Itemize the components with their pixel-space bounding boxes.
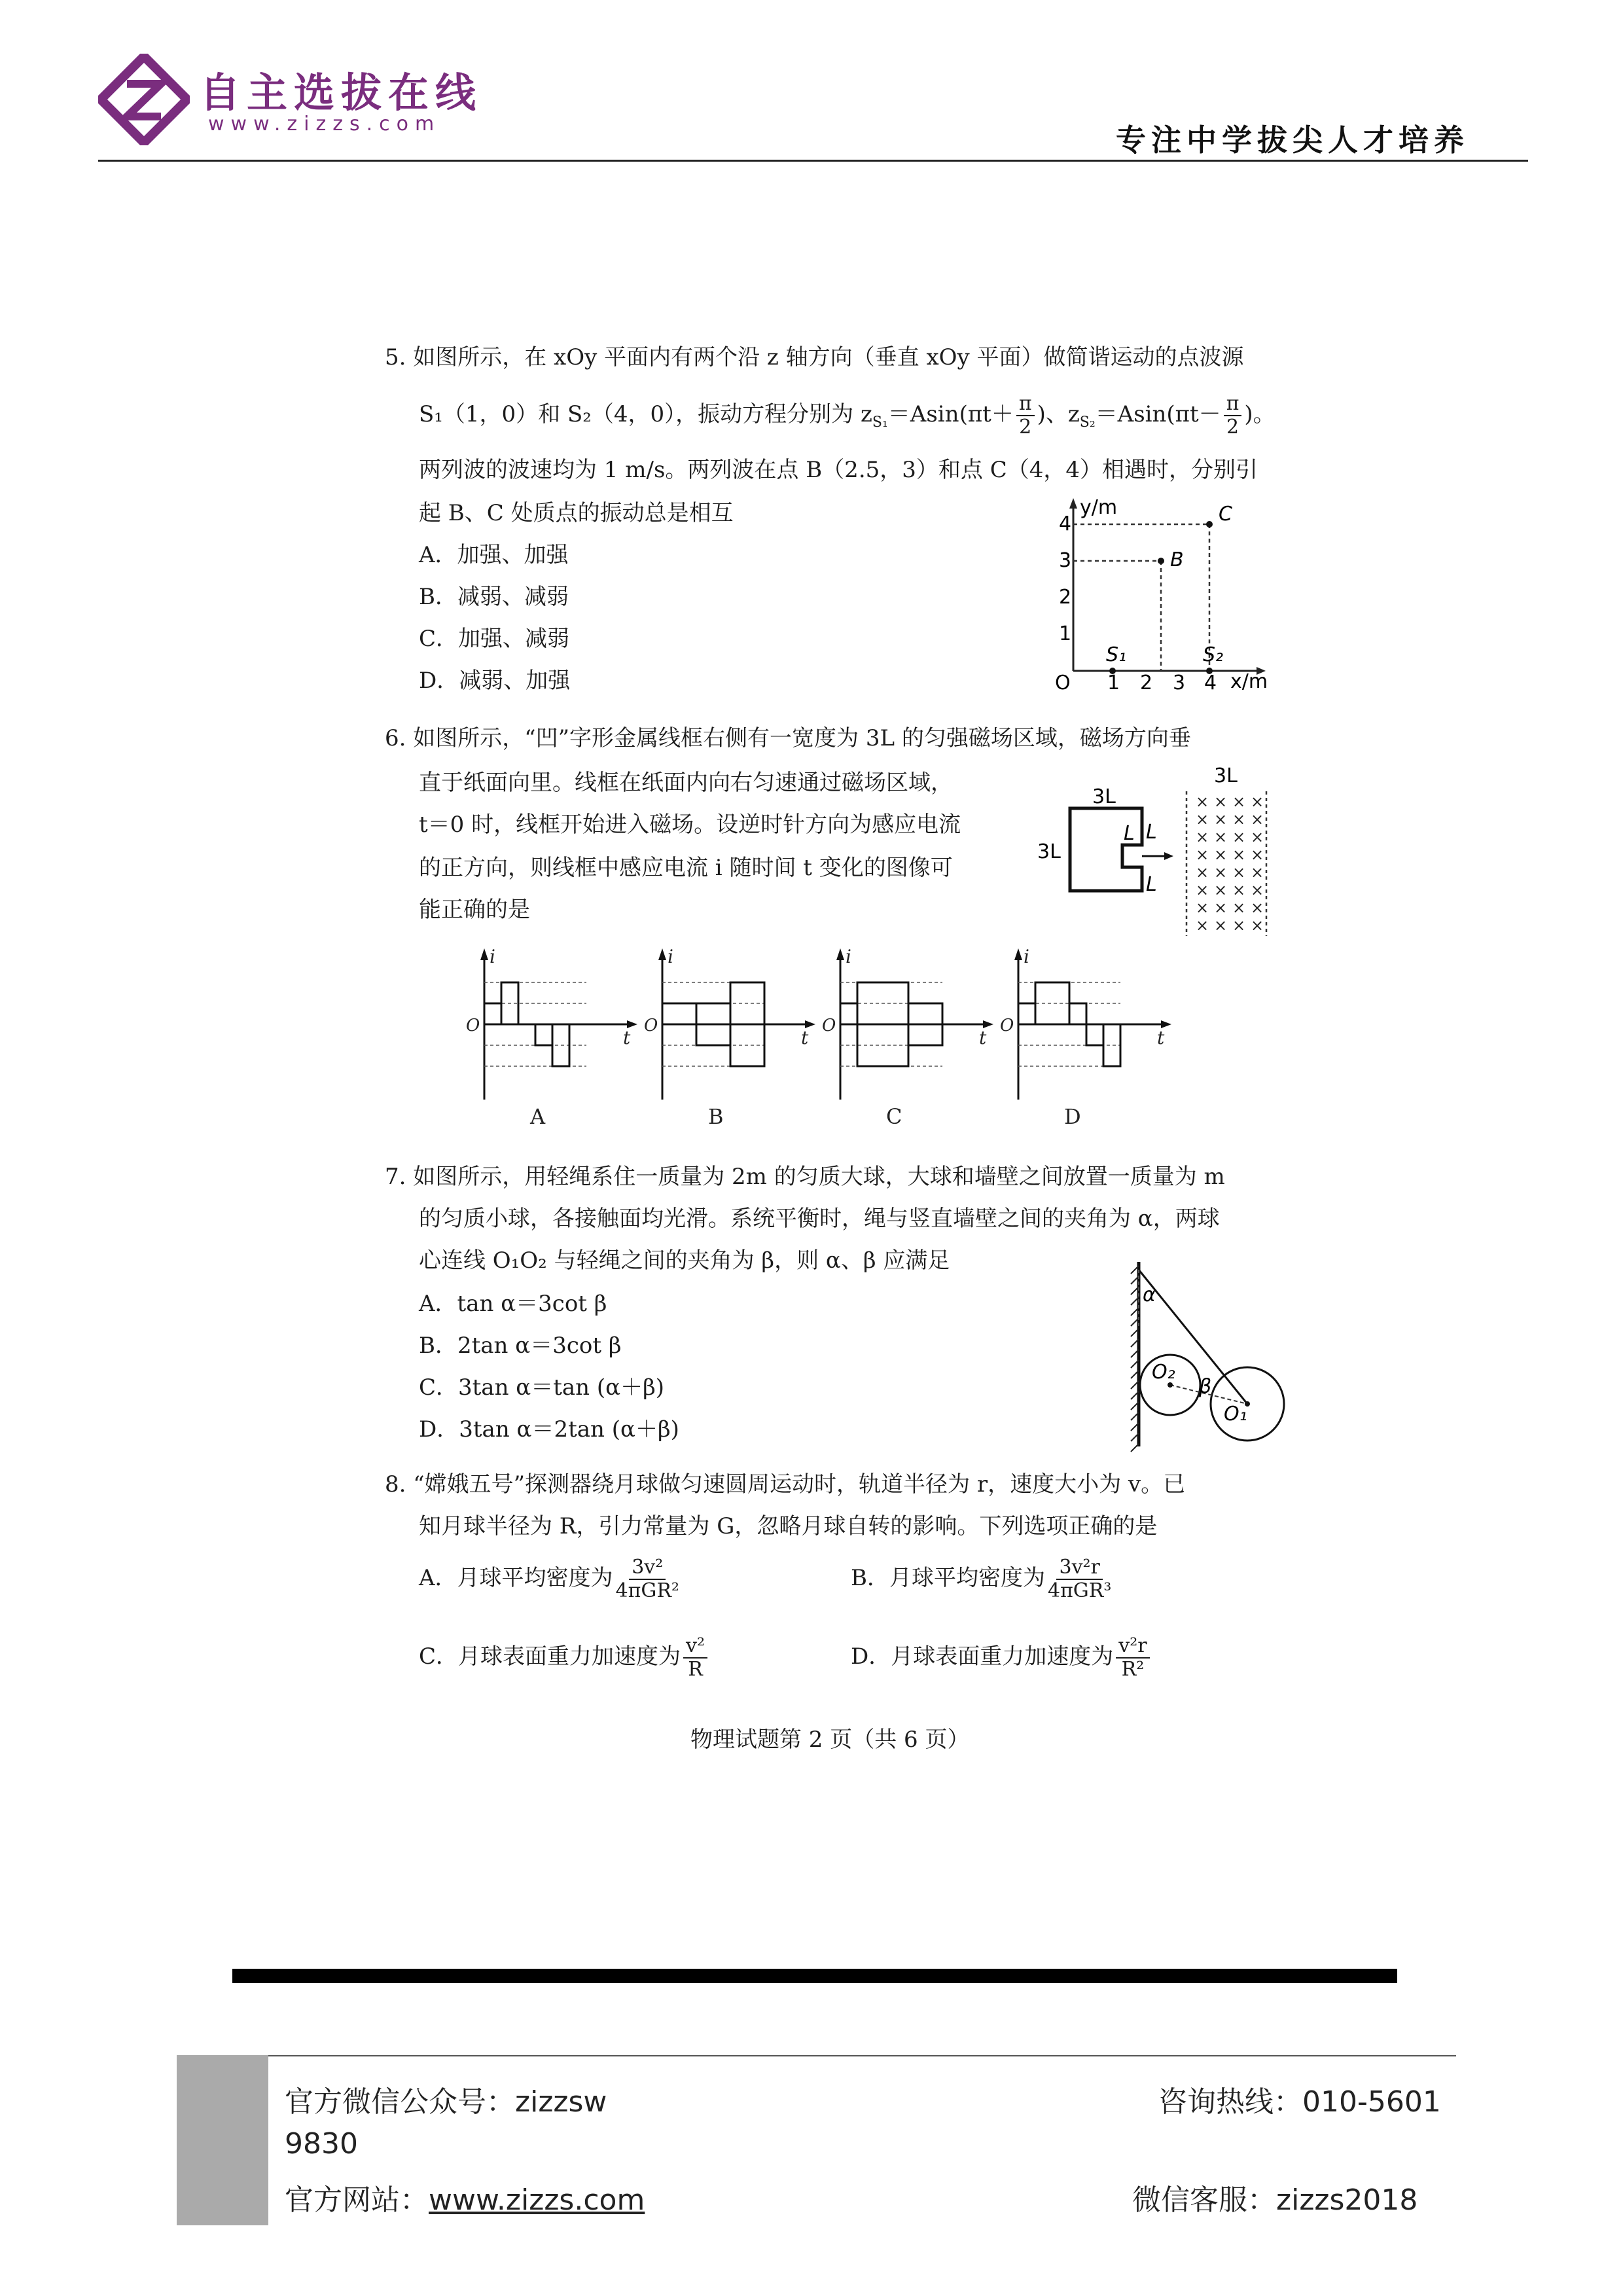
q6-graphs-group bbox=[466, 946, 1171, 1129]
q6-graph-step bbox=[696, 1024, 730, 1045]
header-slogan: 专注中学拔尖人才培养 bbox=[1116, 122, 1469, 158]
q5-x-label: x/m bbox=[1230, 670, 1268, 691]
q5-y-label: y/m bbox=[1080, 496, 1118, 519]
q6-field-cross: × bbox=[1251, 810, 1264, 829]
q6-line2: 直于纸面向里。线框在纸面内向右匀速通过磁场区域， bbox=[419, 770, 953, 796]
q8-option-a bbox=[419, 1556, 682, 1602]
q6-graph-step bbox=[1035, 982, 1069, 1024]
brand-name: 自主选拔在线 bbox=[200, 69, 483, 117]
q7-option-c: C．3tan α＝tan (α＋β) bbox=[419, 1374, 665, 1401]
q5-frac1-den: 2 bbox=[1019, 416, 1032, 439]
q8-option-a-frac bbox=[616, 1556, 679, 1602]
footer-wechat-public-cont: 9830 bbox=[285, 2127, 358, 2161]
q8-option-c bbox=[419, 1635, 710, 1681]
q5-frac1 bbox=[1016, 393, 1035, 439]
logo-mark-icon bbox=[98, 54, 190, 145]
q6-metal-frame bbox=[1070, 808, 1142, 891]
q6-field-cross: × bbox=[1214, 846, 1228, 864]
q6-graph-step bbox=[535, 1024, 552, 1045]
q6-line3: t＝0 时，线框开始进入磁场。设逆时针方向为感应电流 bbox=[419, 812, 961, 838]
q6-field-cross: × bbox=[1214, 863, 1228, 882]
q6-field-cross: × bbox=[1232, 828, 1246, 846]
q6-graph-step bbox=[908, 1024, 942, 1045]
q6-field-cross: × bbox=[1232, 846, 1246, 864]
q6-graph-i-label: i bbox=[846, 946, 851, 967]
q6-graph-step bbox=[1069, 1003, 1086, 1024]
q7-label-o2: O₂ bbox=[1152, 1361, 1175, 1384]
q6-field-cross: × bbox=[1214, 828, 1228, 846]
q5-y-tick-1: 1 bbox=[1059, 622, 1072, 645]
q6-field-cross: × bbox=[1251, 863, 1264, 882]
q7-hatch-line bbox=[1131, 1444, 1139, 1452]
footer-website-link[interactable]: www.zizzs.com bbox=[429, 2183, 645, 2217]
q6-graph-label: B bbox=[708, 1104, 724, 1129]
q6-field-cross: × bbox=[1232, 810, 1246, 829]
q6-graph-t-label: t bbox=[979, 1027, 987, 1049]
q7-line2: 的匀质小球，各接触面均光滑。系统平衡时，绳与竖直墙壁之间的夹角为 α，两球 bbox=[419, 1206, 1220, 1232]
footer-gray-block bbox=[177, 2055, 268, 2225]
q6-graph-step bbox=[908, 1003, 942, 1024]
q6-graph-i-arrow bbox=[836, 948, 844, 960]
q5-frac1-num: π bbox=[1016, 393, 1035, 416]
q5-frac2-den: 2 bbox=[1226, 416, 1240, 439]
q6-frame-field-figure bbox=[1024, 762, 1279, 946]
footer-wechat-public: 官方微信公众号：zizzsw bbox=[285, 2085, 607, 2119]
q7-line3: 心连线 O₁O₂ 与轻绳之间的夹角为 β，则 α、β 应满足 bbox=[419, 1247, 950, 1274]
header-rule bbox=[98, 160, 1528, 162]
q6-field-cross: × bbox=[1214, 793, 1228, 811]
q6-graph-origin: O bbox=[466, 1016, 480, 1035]
q5-coordinate-figure bbox=[1047, 494, 1270, 691]
q7-balls-figure bbox=[1126, 1257, 1289, 1453]
q8-option-b bbox=[851, 1556, 1114, 1602]
q7-label-alpha: α bbox=[1143, 1283, 1156, 1306]
q5-sub1: S₁ bbox=[872, 414, 888, 431]
q6-field-cross: × bbox=[1251, 881, 1264, 899]
q5-label-s1: S₁ bbox=[1106, 643, 1127, 666]
q6-graph-i-arrow bbox=[480, 948, 488, 960]
q5-frac2 bbox=[1224, 393, 1242, 439]
q8-option-c-num: v² bbox=[683, 1635, 707, 1659]
q8-option-b-text: B．月球平均密度为 bbox=[851, 1565, 1045, 1591]
q8-option-a-num: 3v² bbox=[629, 1556, 666, 1580]
footer-hotline: 咨询热线：010-5601 bbox=[1158, 2085, 1441, 2119]
q5-frac2-num: π bbox=[1224, 393, 1242, 416]
q5-line4: 起 B、C 处质点的振动总是相互 bbox=[419, 500, 734, 526]
q7-label-beta: β bbox=[1199, 1375, 1212, 1398]
q6-graph-a bbox=[466, 946, 637, 1129]
q8-option-b-num: 3v²r bbox=[1056, 1556, 1102, 1580]
q5-origin: O bbox=[1055, 672, 1071, 691]
footer-website-label: 官方网站： bbox=[285, 2183, 429, 2217]
footer-website bbox=[285, 2176, 645, 2218]
q8-option-a-den: 4πGR² bbox=[615, 1579, 679, 1602]
q6-graph-step bbox=[1086, 1024, 1103, 1045]
q6-field-cross: × bbox=[1232, 881, 1246, 899]
q5-sub2: S₂ bbox=[1079, 414, 1096, 431]
q8-option-c-frac bbox=[683, 1635, 707, 1681]
q6-field-cross: × bbox=[1214, 916, 1228, 935]
q5-y-tick-2: 2 bbox=[1059, 586, 1072, 609]
q6-field-cross: × bbox=[1196, 863, 1209, 882]
q6-field-cross: × bbox=[1232, 863, 1246, 882]
q6-graph-t-label: t bbox=[1157, 1027, 1165, 1049]
q5-option-b: B．减弱、减弱 bbox=[419, 584, 569, 610]
q6-graph-origin: O bbox=[1000, 1016, 1014, 1035]
q6-graph-step bbox=[1103, 1024, 1120, 1066]
q6-label-notch-width: L bbox=[1124, 822, 1135, 845]
q8-option-a-text: A．月球平均密度为 bbox=[419, 1565, 613, 1591]
q7-option-b: B．2tan α＝3cot β bbox=[419, 1333, 622, 1359]
q6-graph-step bbox=[484, 1003, 501, 1024]
q6-graph-i-arrow bbox=[1014, 948, 1022, 960]
q6-field-cross: × bbox=[1196, 916, 1209, 935]
q8-option-d-num: v²r bbox=[1116, 1635, 1149, 1659]
q6-field-cross: × bbox=[1232, 793, 1246, 811]
q6-field-cross: × bbox=[1251, 846, 1264, 864]
q6-graph-label: D bbox=[1064, 1104, 1081, 1129]
q5-line2-start: S₁（1，0）和 S₂（4，0），振动方程分别为 z bbox=[419, 401, 872, 427]
q5-x-tick-1: 1 bbox=[1107, 672, 1120, 691]
q6-graph-step bbox=[1018, 1003, 1035, 1024]
q8-line1: 8. “嫦娥五号”探测器绕月球做匀速圆周运动时，轨道半径为 r，速度大小为 v。已 bbox=[385, 1471, 1186, 1498]
q6-field-cross: × bbox=[1196, 810, 1209, 829]
q5-eq1: ＝Asin(πt＋ bbox=[887, 401, 1014, 427]
q6-field-cross: × bbox=[1196, 828, 1209, 846]
q6-graph-step bbox=[662, 1003, 696, 1024]
q5-x-tick-3: 3 bbox=[1173, 672, 1186, 691]
q6-graph-t-label: t bbox=[623, 1027, 631, 1049]
q6-field-cross: × bbox=[1214, 810, 1228, 829]
q6-field-cross: × bbox=[1196, 881, 1209, 899]
q6-velocity-arrowhead bbox=[1164, 852, 1173, 860]
q6-field-cross: × bbox=[1196, 846, 1209, 864]
q6-graph-b bbox=[644, 946, 815, 1129]
q5-line2 bbox=[419, 393, 1275, 439]
footer-wechat-service: 微信客服：zizzs2018 bbox=[1132, 2183, 1418, 2217]
q7-option-d: D．3tan α＝2tan (α＋β) bbox=[419, 1416, 679, 1443]
q7-label-o1: O₁ bbox=[1224, 1403, 1247, 1426]
q5-point-b bbox=[1158, 558, 1164, 564]
q6-field-cross: × bbox=[1196, 793, 1209, 811]
q6-label-left: 3L bbox=[1037, 840, 1061, 863]
q5-sep: )、z bbox=[1037, 401, 1080, 427]
q6-line5: 能正确的是 bbox=[419, 897, 530, 923]
footer-rule bbox=[177, 2055, 1456, 2056]
q6-field-crosses bbox=[1196, 793, 1264, 935]
q6-field-cross: × bbox=[1251, 828, 1264, 846]
q6-answer-graphs bbox=[458, 946, 1178, 1129]
q8-line2: 知月球半径为 R，引力常量为 G，忽略月球自转的影响。下列选项正确的是 bbox=[419, 1513, 1158, 1539]
q7-line1: 7. 如图所示，用轻绳系住一质量为 2m 的匀质大球，大球和墙壁之间放置一质量为 m bbox=[385, 1164, 1225, 1190]
q5-line3: 两列波的波速均为 1 m/s。两列波在点 B（2.5，3）和点 C（4，4）相遇时，分别引 bbox=[419, 457, 1258, 483]
q6-field-cross: × bbox=[1232, 916, 1246, 935]
q8-option-b-den: 4πGR³ bbox=[1048, 1579, 1112, 1602]
q5-y-tick-3: 3 bbox=[1059, 549, 1072, 572]
page-number: 物理试题第 2 页（共 6 页） bbox=[690, 1727, 970, 1753]
q5-x-tick-2: 2 bbox=[1140, 672, 1153, 691]
q8-option-c-den: R bbox=[688, 1658, 703, 1681]
footer-black-bar bbox=[232, 1969, 1397, 1983]
q6-graph-t-label: t bbox=[801, 1027, 809, 1049]
q6-graph-i-label: i bbox=[1024, 946, 1029, 967]
q6-graph-i-arrow bbox=[658, 948, 666, 960]
q6-graph-i-label: i bbox=[668, 946, 673, 967]
q6-graph-i-label: i bbox=[490, 946, 495, 967]
brand-url: www.zizzs.com bbox=[208, 113, 441, 135]
q5-option-c: C．加强、减弱 bbox=[419, 626, 570, 652]
q6-field-cross: × bbox=[1196, 899, 1209, 917]
q6-graph-c bbox=[822, 946, 993, 1129]
q6-line4: 的正方向，则线框中感应电流 i 随时间 t 变化的图像可 bbox=[419, 855, 953, 881]
q6-field-cross: × bbox=[1232, 899, 1246, 917]
q5-x-tick-4: 4 bbox=[1204, 672, 1217, 691]
q7-option-a: A．tan α＝3cot β bbox=[419, 1291, 607, 1317]
q6-label-top: 3L bbox=[1092, 785, 1116, 808]
q8-option-d-den: R² bbox=[1121, 1658, 1145, 1681]
q5-option-d: D．减弱、加强 bbox=[419, 668, 571, 694]
q5-eq2: ＝Asin(πt－ bbox=[1095, 401, 1221, 427]
q6-field-cross: × bbox=[1251, 916, 1264, 935]
q6-label-field-width: 3L bbox=[1214, 764, 1238, 787]
q6-graph-step bbox=[696, 1003, 730, 1024]
q5-label-s2: S₂ bbox=[1203, 643, 1224, 666]
q8-option-d bbox=[851, 1635, 1152, 1681]
q5-label-c: C bbox=[1219, 503, 1232, 526]
q5-point-c bbox=[1206, 521, 1213, 528]
q6-field-cross: × bbox=[1251, 793, 1264, 811]
q6-label-notch-side: L bbox=[1146, 821, 1157, 844]
q5-y-tick-4: 4 bbox=[1059, 512, 1072, 535]
q6-line1: 6. 如图所示，“凹”字形金属线框右侧有一宽度为 3L 的匀强磁场区域，磁场方向垂 bbox=[385, 725, 1191, 751]
q6-graph-label: C bbox=[886, 1104, 902, 1129]
q6-graph-label: A bbox=[530, 1104, 546, 1129]
q6-field-cross: × bbox=[1251, 899, 1264, 917]
q6-graph-origin: O bbox=[822, 1016, 836, 1035]
q6-graph-origin: O bbox=[644, 1016, 658, 1035]
q8-option-d-text: D．月球表面重力加速度为 bbox=[851, 1643, 1114, 1670]
q6-label-notch-bottom: L bbox=[1146, 873, 1157, 896]
q6-graph-step bbox=[840, 1003, 857, 1024]
q6-field-cross: × bbox=[1214, 881, 1228, 899]
q8-option-b-frac bbox=[1048, 1556, 1111, 1602]
q5-option-a: A．加强、加强 bbox=[419, 542, 569, 568]
q6-graph-d bbox=[1000, 946, 1171, 1129]
q8-option-d-frac bbox=[1116, 1635, 1149, 1681]
q5-y-arrow bbox=[1069, 498, 1077, 509]
q5-end: )。 bbox=[1244, 401, 1275, 427]
q5-label-b: B bbox=[1170, 548, 1184, 571]
q5-line1: 5. 如图所示，在 xOy 平面内有两个沿 z 轴方向（垂直 xOy 平面）做简谐运动的点波源 bbox=[385, 344, 1244, 370]
q8-option-c-text: C．月球表面重力加速度为 bbox=[419, 1643, 681, 1670]
q6-field-cross: × bbox=[1214, 899, 1228, 917]
